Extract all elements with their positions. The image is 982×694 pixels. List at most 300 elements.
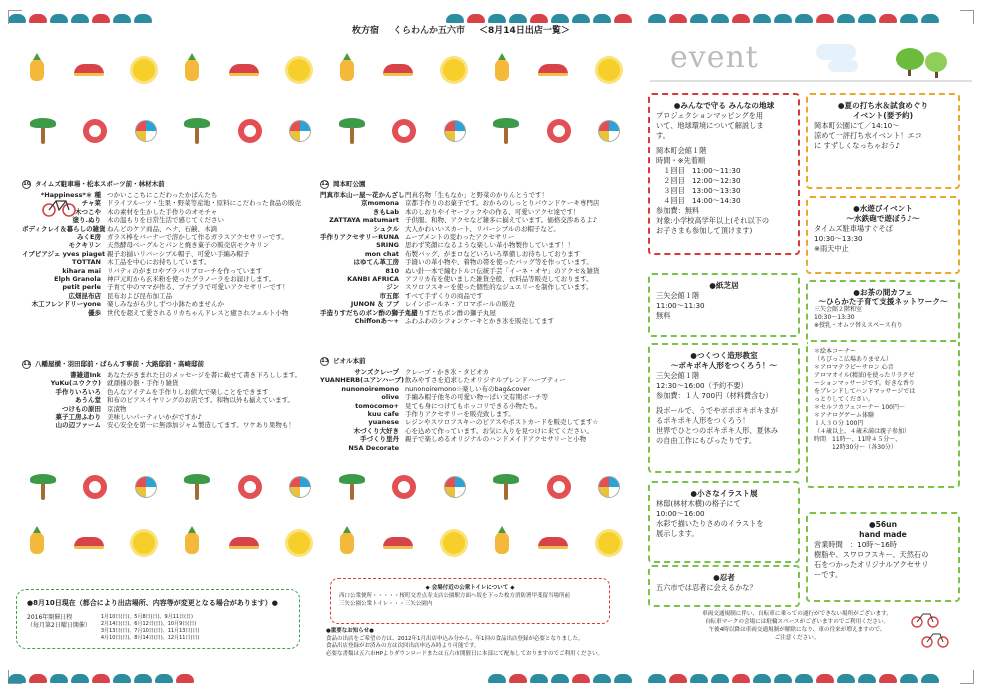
event-line: ーションマッサージです。好きな香り xyxy=(814,380,915,387)
vendor-name: イブピアジェ yves piaget xyxy=(22,249,106,258)
vendor-description: 手縫いの革小物や、着物の帯を使ったバッグ等を作っています。 xyxy=(405,258,593,267)
swim-ring-icon xyxy=(547,119,571,143)
straw-hat-icon xyxy=(74,64,104,76)
vendor-description: 美味しいパーティいかがですか♪ xyxy=(107,413,202,422)
vendor-description: レインボールネ・アロマポールの販売 xyxy=(405,300,515,309)
vendor-name: チャ菜 xyxy=(81,199,101,208)
vendor-row xyxy=(22,216,312,224)
vendor-description: ガラス棒をバーナーで溶かして作るガラスアクセサリーです。 xyxy=(107,233,288,242)
straw-hat-icon xyxy=(383,64,413,76)
beach-ball-icon xyxy=(289,120,311,142)
schedule-dates: 1月10日(日)、5月8日(日)、9月11日(日) xyxy=(100,614,193,620)
vendor-row xyxy=(320,402,630,410)
vendor-row xyxy=(22,283,312,291)
palm-tree-icon xyxy=(184,118,210,144)
pineapple-icon xyxy=(495,532,509,554)
vendor-name: ジン xyxy=(386,283,399,292)
vendor-name: 手づくり里丹 xyxy=(360,435,399,444)
event-line: ２回目 12:00〜12:30 xyxy=(656,176,741,185)
event-line: 樹脂や、スワロフスキー、天然石の xyxy=(814,550,929,559)
event-title: ●小さなイラスト展 xyxy=(690,489,758,498)
vendor-row xyxy=(22,421,312,429)
vendor-description: 飲みやすさを追求したオリジナルブレンドハーブティー xyxy=(405,376,566,385)
event-line: 参加費：無料 xyxy=(656,206,700,215)
event-title: ●みんなで守る みんなの地球 xyxy=(673,101,775,110)
vendor-description: つかいここちにこだわったかばんたち xyxy=(107,191,218,199)
event-line: っとりしてください。 xyxy=(814,396,875,403)
notice-title: ●8月10日現在（都合により出店場所、内容等が変更となる場合があります）● xyxy=(27,599,278,607)
palm-tree-icon xyxy=(339,474,365,500)
vendor-row xyxy=(22,250,312,258)
event-line: 12:30〜16:00（予約不要） xyxy=(656,381,748,390)
event-line: 世界でひとつのポキポキ人形、夏休み xyxy=(656,426,779,435)
straw-hat-icon xyxy=(74,537,104,549)
schedule-note: （毎月第2日曜日開催） xyxy=(27,622,91,629)
vendor-name: 門真市本山ー屋〜花かんざし xyxy=(320,191,405,199)
vendor-row xyxy=(22,241,312,249)
event-line: 12時30分〜（各30分） xyxy=(814,444,897,451)
vendor-name: NSA Decorate xyxy=(348,443,399,452)
section-number: 12 xyxy=(321,181,329,187)
important-text: 食品の出店をご希望の方は、2012年1月出店申込み分から、年1回の食品出店登録が必要となりました。 xyxy=(326,635,584,642)
vendor-name: はゆてん革工房 xyxy=(353,258,399,267)
event-line: 岡本町公園にて／14:10〜 xyxy=(814,121,900,130)
event-line: 段ボールで、うでやボポポキポキまが xyxy=(656,406,778,415)
vendor-row xyxy=(320,309,630,317)
vendor-name: petit perle xyxy=(62,283,101,292)
event-box-craft-class xyxy=(648,343,800,473)
event-line: 10:00〜16:00 xyxy=(656,509,705,518)
vendor-row xyxy=(22,396,312,404)
vendor-description: 親子お揃いリバーシブル帽子、可愛い手編み帽子 xyxy=(107,249,250,258)
event-subtitle: hand made xyxy=(859,530,907,539)
footnote-line: 午後4時以降は車両交通規制が解除になり、車の往来が増えますので、 xyxy=(708,627,886,633)
event-heading: event xyxy=(670,40,759,75)
vendor-name: シュクル xyxy=(373,224,399,233)
vendor-name: tomocomo+ xyxy=(355,401,399,410)
vendor-description: ふわふわのシフォンケーキとかき氷を販売してます xyxy=(405,317,555,326)
vendor-row xyxy=(320,393,630,401)
event-box-tea-cafe xyxy=(806,280,960,342)
sunflower-icon xyxy=(133,532,155,554)
event-line: ＊絵本コーナー xyxy=(814,348,857,355)
sunflower-icon xyxy=(288,59,310,81)
event-title: ●56un xyxy=(868,520,897,529)
swim-ring-icon xyxy=(83,119,107,143)
vendor-name: 塗り.ぬり xyxy=(72,216,101,225)
page-header xyxy=(352,20,632,38)
event-line: 林邸(林材木横)の格子にて xyxy=(656,499,741,508)
event-subtitle: 〜ポキポキ人形をつくろう！〜 xyxy=(670,361,778,370)
sunflower-icon xyxy=(288,532,310,554)
event-line: １回目 11:00〜11:30 xyxy=(656,166,741,175)
vendor-row xyxy=(22,309,312,317)
event-title: ●紙芝居 xyxy=(709,281,739,290)
vendor-row xyxy=(320,250,630,258)
vendor-row xyxy=(320,444,630,452)
event-box-56un xyxy=(806,512,960,602)
vendor-description: 手造りすだちボン酢の獅子丸屋 xyxy=(405,308,496,317)
vendor-row xyxy=(22,225,312,233)
vendor-description: 京漬物 xyxy=(107,404,127,413)
tree-icon xyxy=(896,48,924,70)
event-box-water-sprinkle xyxy=(806,93,960,189)
vendor-description: レジンやスワロフスキーのピアスやポストカードを販売してます☆ xyxy=(405,418,599,427)
vendor-description: 思わず笑顔になるような楽しい革小物製作しています！！ xyxy=(405,241,574,250)
vendor-name: ボディクレイ＆暮らしの雑貨 xyxy=(22,224,106,233)
vendor-description: 天然酵母ベーグルとパンと焼き菓子の販売店モクキリン xyxy=(107,241,270,250)
divider xyxy=(650,80,972,82)
vendor-description: 京都手作りのお菓子です。おからのしっとりパウンドケーキ専門店 xyxy=(405,199,600,208)
event-line: ※雨天中止 xyxy=(814,244,849,253)
vendor-name: 菓子工房ふわり xyxy=(55,413,101,422)
event-title: ●忍者 xyxy=(713,573,735,582)
vendor-description: 昆布および昆布加工品 xyxy=(107,291,172,300)
vendor-name: TOTTAN xyxy=(72,258,101,267)
vendor-row xyxy=(320,376,630,384)
vendor-name: 810 xyxy=(385,266,399,275)
event-line: 時間・※先着順 xyxy=(656,156,706,165)
vendor-row xyxy=(320,208,630,216)
event-line: タイムズ駐車場すぐそば xyxy=(814,224,893,233)
vendor-description: 木の温もりを日常生活で感じてください xyxy=(107,216,224,225)
beach-ball-icon xyxy=(135,476,157,498)
sunflower-icon xyxy=(443,532,465,554)
event-box-illustration xyxy=(648,481,800,563)
event-subtitle: イベント(要予約) xyxy=(852,111,914,120)
vendor-description: 大人かわいいスカート、リバーシブルのお帽子など。 xyxy=(405,224,560,233)
event-title: ●お茶の間カフェ xyxy=(853,288,913,297)
pineapple-icon xyxy=(185,532,199,554)
section-title: ビオル本前 xyxy=(333,357,366,366)
event-box-cafe-corners xyxy=(806,342,960,488)
event-subtitle: 〜ひらかた子育て支援ネットワーク〜 xyxy=(818,297,948,306)
swim-ring-icon xyxy=(392,475,416,499)
palm-tree-icon xyxy=(30,118,56,144)
sunflower-icon xyxy=(598,532,620,554)
vendor-description: 就顔様の器・手作り雑貨 xyxy=(107,379,179,388)
vendor-description: nunonoiremono☆楽しい布のbag&cover xyxy=(405,384,530,393)
section-title: タイムズ駐車場・松本スポーツ前・林材木前 xyxy=(35,180,165,189)
event-box-kamishibai xyxy=(648,273,800,337)
event-line: 営業時間 ：10時〜16時 xyxy=(814,540,897,549)
vendor-description: ぬい針一本で編むトルコ伝統手芸「イーネ・オヤ」のアクセ＆雑貨 xyxy=(405,266,600,275)
vendor-name: 市五郎 xyxy=(379,291,399,300)
footnote-line: 車両交通規制に伴い、自転車に乗っての通行ができない場所がございます。 xyxy=(702,611,892,617)
vendor-name: 手造りすだちのボン酢の獅子丸屋 xyxy=(320,308,418,317)
vendor-row xyxy=(320,435,630,443)
vendor-section-13 xyxy=(320,357,630,452)
event-line: お子さまも参加して頂けます) xyxy=(656,226,753,235)
section-title: 岡本町公園 xyxy=(333,180,366,189)
straw-hat-icon xyxy=(229,537,259,549)
event-line: いて、地球環境について解説しま xyxy=(656,121,764,130)
sunflower-icon xyxy=(598,59,620,81)
vendor-row xyxy=(22,379,312,387)
event-line: 五六市では忍者に会えるかな？ xyxy=(656,583,757,592)
vendor-row xyxy=(22,388,312,396)
sunflower-icon xyxy=(443,59,465,81)
palm-tree-icon xyxy=(184,474,210,500)
vendor-name: nunonoiremono xyxy=(341,384,399,393)
pineapple-icon xyxy=(340,532,354,554)
vendor-name: *Happiness*＊ 種 xyxy=(40,191,101,199)
beach-ball-icon xyxy=(444,476,466,498)
vendor-description: 見ても身につけてもホッコリできる小物たち。 xyxy=(405,401,542,410)
bicycle-icon xyxy=(42,197,76,217)
vendor-name: サンズクレープ xyxy=(354,368,399,376)
vendor-description: リバティのがまロやブラバリブローチを作っています xyxy=(107,266,263,275)
event-line: に すずしくなっちゃおう♪ xyxy=(814,141,901,150)
vendor-name: 優歩 xyxy=(88,308,101,317)
event-line: 岡本町会館１階 xyxy=(656,146,707,155)
vendor-description: ムーブメントの変わったアクセサリー xyxy=(405,233,515,242)
vendor-name: 書雑道Ink xyxy=(70,371,101,379)
straw-hat-icon xyxy=(538,64,568,76)
event-line: るポキポキ人形をつくろう！ xyxy=(656,416,750,425)
straw-hat-icon xyxy=(538,537,568,549)
vendor-name: モクキリン xyxy=(68,241,101,250)
beach-ball-icon xyxy=(598,476,620,498)
swim-ring-icon xyxy=(238,475,262,499)
straw-hat-icon xyxy=(383,537,413,549)
vendor-description: 布製バッグ、がまロなどいろいろ準備しお待ちしております xyxy=(405,249,581,258)
event-box-ninja xyxy=(648,565,800,607)
swim-ring-icon xyxy=(547,475,571,499)
vendor-description: 木工品を中心にお持ちしています。 xyxy=(107,258,211,267)
important-notice xyxy=(326,628,626,658)
swim-ring-icon xyxy=(238,119,262,143)
vendor-description: ねんどのケア商品、ヘナ、石鹸、木滴 xyxy=(107,224,218,233)
restroom-title: ◆ 会場付近の公衆トイレについて ◆ xyxy=(425,585,515,591)
event-line: をブレンドしてハンドマッサージでは xyxy=(814,388,916,395)
event-box-earth xyxy=(648,93,800,255)
vendor-name: KANBI AFRICA xyxy=(347,275,399,284)
vendor-name: みくE房 xyxy=(77,233,101,242)
event-line: ＊セルフカフェコーナー 100円〜 xyxy=(814,404,905,411)
vendor-description: 和布のピアスイヤリングのお店です。和物以外も揃えています。 xyxy=(107,396,294,405)
event-line: 無料 xyxy=(656,311,671,320)
vendor-description: アフリカ布を使いました雑貨全般、衣料品等販売しております。 xyxy=(405,275,593,284)
vendor-row xyxy=(320,225,630,233)
vendor-description: 親子で楽しめるオリジナルのハンドメイドアクセサリーと小物 xyxy=(405,435,587,444)
important-title: ●重要なお知らせ● xyxy=(326,628,374,634)
vendor-row xyxy=(320,385,630,393)
restroom-line: 西口公衆便所・・・・・桜町交差点寿支店公園駅方面へ坂を下った枚方消防署甲斐留当場所前 xyxy=(339,593,571,599)
pineapple-icon xyxy=(30,532,44,554)
summer-decor-row xyxy=(30,528,620,558)
event-line: 石をつかったオリジナルアクセサリ xyxy=(814,560,929,569)
section-number: 10 xyxy=(23,181,31,187)
beach-decor-row xyxy=(30,472,620,502)
bottom-decor-strip xyxy=(640,672,982,684)
vendor-row xyxy=(320,300,630,308)
restroom-notice xyxy=(330,578,610,624)
event-line: ＊アナログゲーム体験 xyxy=(814,412,875,419)
event-line: ※授乳・オムツ替えスペース有り xyxy=(814,322,903,329)
header-logo: くらわんか五六市 xyxy=(393,25,466,36)
vendor-description: ドライフルーツ・生果・野菜等産地・原料にこだわった食品の販売 xyxy=(107,199,302,208)
pineapple-icon xyxy=(30,59,44,81)
vendor-description: クレープ・かき氷・タピオカ xyxy=(405,368,489,376)
footnote-line: 自転車マークの会場には駐輪スペースがございますのでご利用ください。 xyxy=(704,619,890,625)
event-title: ●水遊びイベント xyxy=(853,204,913,213)
vendor-row xyxy=(22,258,312,266)
palm-tree-icon xyxy=(493,118,519,144)
event-line: 三矢会館１階 xyxy=(656,371,700,380)
sunflower-icon xyxy=(133,59,155,81)
vendor-name: olive xyxy=(381,393,399,402)
right-page xyxy=(640,0,982,694)
vendor-description: あなたがきまれた日のメッセージを書に載せて書き下ろしします。 xyxy=(107,371,302,379)
vendor-name: 木つこや xyxy=(75,207,101,216)
vendor-name: JUNON ＆ フブ xyxy=(350,300,399,309)
event-line: アロマオイル(精油)を使ったリラクゼ xyxy=(814,372,915,379)
vendor-name: Elph Granola xyxy=(54,275,101,284)
vendor-name: きもLab xyxy=(372,207,399,216)
vendor-description: 子育て中のママが作る、プチプラで可愛いアクセサリーです！ xyxy=(107,283,289,292)
schedule-dates: 2月14日(日)、6月12日(日)、10月9日(日) xyxy=(100,621,197,627)
vendor-description: 手作りアクセサリーを販売致します。 xyxy=(405,410,515,419)
beach-ball-icon xyxy=(598,120,620,142)
cloud-icon xyxy=(828,60,858,72)
tree-icon xyxy=(925,52,947,72)
vendor-row xyxy=(22,300,312,308)
restroom-line: 三矢公園公衆トイレ・・・三矢公園内 xyxy=(339,601,433,607)
event-line: ーです。 xyxy=(814,570,843,579)
vendor-row xyxy=(320,267,630,275)
event-line: 涼めて一評打ち水イベント！エコ xyxy=(814,131,922,140)
summer-decor-row xyxy=(30,55,620,85)
vendor-description: 安心安全を第一に無添加ジャム製造してます。ワケあり果物も！ xyxy=(107,421,295,430)
vendor-name: 山の辺ファーム xyxy=(55,421,101,430)
top-decor-strip xyxy=(640,12,982,24)
vendor-description: 心を込めて作っています。お気に入りを見つけに来てください。 xyxy=(405,426,593,435)
vendor-section-12 xyxy=(320,180,630,326)
vendor-name: あうん堂 xyxy=(75,396,101,405)
vendor-name: 手作りいろいろ xyxy=(55,387,101,396)
event-line: 11:00〜11:30 xyxy=(656,301,705,310)
event-line: 三矢会館１階 xyxy=(656,291,700,300)
event-line: １人３０分 100円 xyxy=(814,420,864,427)
vendor-name: mon chat xyxy=(364,249,399,258)
vendor-row xyxy=(320,258,630,266)
pineapple-icon xyxy=(185,59,199,81)
vendor-section-11 xyxy=(22,360,312,430)
vendor-name: YUANHERB(ユアンハーブ) xyxy=(320,376,404,385)
vendor-row xyxy=(320,427,630,435)
palm-tree-icon xyxy=(339,118,365,144)
vendor-description: 子供服、和物、アクセなど雑多に揃えています。価格交渉あるよ♪ xyxy=(405,216,597,225)
vendor-description: スワロフスキーを使った個性的なジュエリーを制作しています。 xyxy=(405,283,593,292)
vendor-row xyxy=(320,216,630,224)
palm-tree-icon xyxy=(30,474,56,500)
schedule-label: 2016年開催日程 xyxy=(27,614,73,621)
beach-decor-row xyxy=(30,116,620,146)
section-number: 13 xyxy=(321,358,329,364)
important-text: 必要な書類は五六市HPよりダウンロードまたは五六市開催日に本部にて配布しておりますのでご利用ください。 xyxy=(326,650,603,657)
vendor-row xyxy=(320,418,630,426)
swim-ring-icon xyxy=(83,475,107,499)
pineapple-icon xyxy=(495,59,509,81)
section-title: 八幡屋横・羽田邸前・ぱらんす事前・大路邸前・高崎邸前 xyxy=(35,360,204,369)
vendor-name: つけもの原田 xyxy=(62,404,101,413)
vendor-name: 手作りアクセサリーRUNA xyxy=(320,233,400,242)
vendor-name: 木工フレンドリーyone xyxy=(31,300,101,309)
event-line: の自由工作にもぴったりです。 xyxy=(656,436,757,445)
vendor-description: 本のしおりやイヤーフックやの作る、可愛いアクセ達です！ xyxy=(405,207,580,216)
section-number: 11 xyxy=(23,361,31,367)
event-line: 参加費：１人 700円（材料費含む） xyxy=(656,391,773,400)
event-title: ●夏の打ち水＆試食めぐり xyxy=(837,101,929,110)
vendor-description: 木の素材を生かした手作りのオモチャ xyxy=(107,207,218,216)
event-line: （４歳以上、４歳未満は親子参加） xyxy=(814,428,911,435)
event-line: （ちびっこ広場ありません） xyxy=(814,356,893,363)
vendor-row xyxy=(320,199,630,207)
swim-ring-icon xyxy=(392,119,416,143)
event-subtitle: 〜水鉄砲で遊ぼう♪〜 xyxy=(846,214,920,223)
vendor-description: 世代を超えて愛されるリカちゃんドレスと癒されフェルト小物 xyxy=(107,308,289,317)
footnote-line: ご注意ください。 xyxy=(774,635,820,641)
event-line: プロジェクションマッピングを用 xyxy=(656,111,764,120)
vendor-name: Chiffonあ〜+ xyxy=(354,317,399,326)
event-box-water-play xyxy=(806,196,960,274)
event-line: 水彩で描いたりさめのイラストを xyxy=(656,519,764,528)
vendor-description: すべて手ずくりの商品です xyxy=(405,291,483,300)
vendor-name: ZATTAYA matumart xyxy=(329,216,399,225)
vendor-description: 門真名物「生もなか」と野菜のかりんとうです！ xyxy=(405,191,548,199)
event-line: 三矢会館２階和室 xyxy=(814,306,863,313)
vendor-description: 手編み帽子他冬の可愛い物〜ぱい文有期ボーチ等 xyxy=(405,393,548,402)
traffic-footnote xyxy=(692,610,902,642)
event-line: ４回目 14:00〜14:30 xyxy=(656,196,741,205)
corner-mark xyxy=(8,10,22,24)
event-line: ＊アロマテラピーサロン 心音 xyxy=(814,364,894,371)
header-city: 枚方宿 xyxy=(352,25,380,36)
straw-hat-icon xyxy=(229,64,259,76)
vendor-name: kihara mai xyxy=(62,266,101,275)
header-subtitle: ＜8月14日出店一覧＞ xyxy=(479,25,570,36)
vendor-description: 楽しみながら少しずつ小鉢ためませんか xyxy=(107,300,224,309)
vendor-name: YuKu(ユウクウ) xyxy=(50,379,101,388)
vendor-name: 広畑昆布店 xyxy=(68,291,101,300)
event-line: 10:30〜13:30 xyxy=(814,314,855,321)
vendor-row xyxy=(22,405,312,413)
pineapple-icon xyxy=(340,59,354,81)
event-line: 時間 11時〜、11時４５分〜、 xyxy=(814,436,902,443)
vendor-name: kuu cafe xyxy=(367,410,399,419)
vendor-description: 神戸元町から玄米粉を使ったグラノーラをお届けします。 xyxy=(107,275,276,284)
corner-mark xyxy=(960,10,974,24)
beach-ball-icon xyxy=(289,476,311,498)
beach-ball-icon xyxy=(135,120,157,142)
schedule-dates: 3月13日(日)、7月10日(日)、11月13日(日) xyxy=(100,628,200,634)
event-line: す。 xyxy=(656,131,670,140)
event-line: ３回目 13:00〜13:30 xyxy=(656,186,741,195)
event-title: ●つくつく造形教室 xyxy=(690,351,758,360)
vendor-row xyxy=(320,283,630,291)
schedule-notice xyxy=(16,589,300,649)
beach-ball-icon xyxy=(444,120,466,142)
vendor-name: SRING xyxy=(376,241,399,250)
bicycle-icon xyxy=(908,608,954,652)
cloud-icon xyxy=(816,44,856,60)
important-text: 食品出店登録がお済みの方は次回出店申込み時より可能です。 xyxy=(326,643,480,649)
event-line: 10:30〜13:30 xyxy=(814,234,863,243)
event-line: 展示します。 xyxy=(656,529,699,538)
vendor-row xyxy=(22,267,312,275)
vendor-row xyxy=(320,241,630,249)
